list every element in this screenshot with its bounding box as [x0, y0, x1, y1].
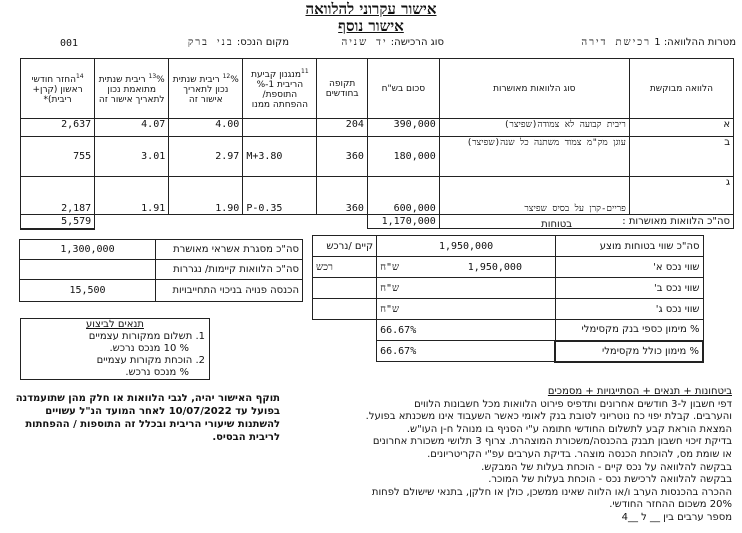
collateral-amount: 1,950,000 [467, 261, 522, 273]
collateral-value: 66.67% [377, 341, 556, 362]
collateral-label: סה"כ שווי בטוחות מוצע [555, 236, 703, 257]
credit-label: הכנסה פנויה בניכוי התחייבויות [156, 280, 303, 302]
loan-row-index [243, 119, 317, 137]
loan-row-eff-rate: 3.01 [95, 137, 169, 177]
collateral-row [313, 341, 704, 362]
loan-row-type: עוגן מק"מ צמוד משתנה כל שנה(שפיצר) [439, 137, 629, 177]
loan-row-letter: א [629, 119, 733, 137]
execution-conditions-box [20, 318, 210, 380]
loan-row-period: 360 [317, 177, 367, 215]
execution-item-1b: % 10 מנכס נרכש. [109, 343, 189, 354]
credit-row [20, 240, 303, 260]
collateral-unit: ש"ח [380, 282, 400, 294]
collateral-extra [313, 299, 377, 320]
col-fixed-rate [169, 59, 243, 119]
property-location-value: בני ברק [187, 37, 234, 48]
col-monthly [21, 59, 95, 119]
loan-row-index: P-0.35 [243, 177, 317, 215]
loan-row-monthly: 755 [21, 137, 95, 177]
purchase-type-label: סוג הרכישה: [390, 37, 444, 48]
collateral-title: בטוחות [541, 219, 572, 230]
col-eff-rate [95, 59, 169, 119]
execution-item-1: 1. תשלום ממקורות עצמיים [88, 331, 205, 342]
conditions-title: ביטחונות + תנאים + הסתייגויות + מסמכים [547, 386, 732, 397]
loan-row-period: 204 [317, 119, 367, 137]
collateral-table [312, 235, 704, 363]
col-type: סוג הלוואות מאושרות [439, 59, 629, 119]
loans-table-header [21, 59, 734, 119]
credit-row [20, 280, 303, 302]
collateral-label: שווי נכס ג' [555, 299, 703, 320]
collateral-row [313, 236, 704, 257]
col-requested: הלוואה מבוקשת [629, 59, 733, 119]
conditions-block [302, 386, 732, 525]
col-index-label: מנגנון קביעת הריבית 1-% התוספת/ ההפחתה ממנו [251, 70, 308, 110]
col-fixed-rate-sup: 12 [222, 73, 231, 80]
conditions-line: או שומת מס, להוכחת הכנסה מוצהר. בדיקת הערבים עפ"י הקריטריונים. [427, 448, 732, 460]
collateral-value [377, 299, 556, 320]
loan-row-c [21, 177, 734, 215]
col-eff-rate-label: % ריבית שנתית מתואמת נכון לתאריך אישור זה [98, 75, 165, 105]
loan-purpose-num: 1 [654, 37, 661, 48]
collateral-extra: רכש [313, 257, 377, 278]
collateral-label: % מימון כולל מקסימלי [555, 341, 703, 362]
loan-row-fixed-rate: 4.00 [169, 119, 243, 137]
credit-label: סה"כ מסגרת אשראי מאושרת [156, 240, 303, 260]
credit-value: 1,300,000 [20, 240, 156, 260]
loan-row-amount: 180,000 [367, 137, 439, 177]
col-period: תקופה בחודשים [317, 59, 367, 119]
conditions-line: 20% משכום ההחזר החודשי. [609, 499, 732, 511]
loan-row-fixed-rate: 2.97 [169, 137, 243, 177]
loan-row-letter: ב [629, 137, 733, 177]
loan-row-b [21, 137, 734, 177]
loans-total-amount: 1,170,000 [367, 215, 439, 229]
validity-note: תוקף האישור יהיה, לגבי הלוואות או חלק מהן שתועמדנה בפועל עד 10/07/2022 לאחר המועד הנ"ל עשויים להשתנות שיעורי הריבית ובכלל זה התוספות / ההפחתות לריבית הבסיס. [15, 393, 280, 443]
execution-item-2: 2. הוכחת מקורות עצמיים [96, 355, 205, 366]
col-index [243, 59, 317, 119]
loan-row-a [21, 119, 734, 137]
loans-total-row [21, 215, 734, 229]
conditions-line: בדיקת זיכוי חשבון תבנק בהכנסה/משכורת המוצהרת. צרוף 3 תלושי משכורת אחרונים [372, 436, 732, 448]
credit-row [20, 260, 303, 280]
branch-code: 001 [60, 38, 79, 49]
credit-label: סה"כ הלוואות קיימות/ נגררות [156, 260, 303, 280]
loan-purpose-value: רכישת דירה [581, 37, 652, 48]
loan-row-monthly: 2,187 [21, 177, 95, 215]
collateral-row [313, 299, 704, 320]
loans-total-monthly: 5,579 [21, 215, 95, 229]
col-eff-rate-sup: 13 [148, 73, 157, 80]
collateral-label: % מימון כספי בנק מקסימלי [555, 320, 703, 341]
purchase-type-value: יד שניה [341, 37, 388, 48]
collateral-value [377, 278, 556, 299]
loan-row-amount: 600,000 [367, 177, 439, 215]
loan-row-eff-rate: 4.07 [95, 119, 169, 137]
loan-row-type: ריבית קבועה לא צמודה(שפיצר) [439, 119, 629, 137]
loans-table [20, 58, 734, 230]
col-amount: סכום בש"ח [367, 59, 439, 119]
conditions-line: דפי חשבון ל-3 חודשים אחרונים ותדפיס פירוט הלוואות מכל חשבונות הלווים [414, 398, 732, 410]
collateral-row [313, 278, 704, 299]
credit-value: 15,500 [20, 280, 156, 302]
loan-row-index: M+3.80 [243, 137, 317, 177]
conditions-line: ההכרה בהכנסות הערב ו/או הלווה שאינו ממשכן, כולן או חלקן, בתנאי שישולם לפחות [371, 486, 732, 498]
collateral-value [377, 257, 556, 278]
credit-value [20, 260, 156, 280]
collateral-unit: ש"ח [380, 303, 400, 315]
document-title: אישור עקרוני להלוואה [305, 0, 437, 18]
loan-purpose [581, 37, 736, 48]
execution-item-2b: % מנכס נרכש. [125, 367, 189, 378]
loans-total-label: סה"כ הלוואות מאושרות : [439, 215, 733, 229]
collateral-row [313, 257, 704, 278]
conditions-line: המצאת הוראת קבע לתשלום החודשי חתומה ע"י הסניף בו מנוהל ח-ן העו"ש. [406, 423, 732, 435]
collateral-unit: ש"ח [380, 261, 400, 273]
loan-row-type: פריים-קרן על בסיס שפיצר [439, 177, 629, 215]
col-fixed-rate-label: % ריבית שנתית נכון לתאריך אישור זה [172, 75, 239, 105]
property-location [188, 37, 289, 48]
collateral-extra [313, 278, 377, 299]
property-location-label: מקום הנכס: [236, 37, 289, 48]
collateral-label: שווי נכס א' [555, 257, 703, 278]
document-subtitle: אישור נוסף [338, 17, 404, 35]
credit-table [19, 239, 303, 302]
conditions-line: בבקשה להלוואה לרכישת נכס - הוכחת בעלות של המוכר. [488, 474, 732, 486]
purchase-type [341, 37, 444, 48]
loan-row-period: 360 [317, 137, 367, 177]
execution-title: תנאים לביצוע [86, 319, 144, 330]
col-monthly-sup: 14 [75, 73, 84, 80]
collateral-value: 1,950,000 [377, 236, 556, 257]
collateral-row [313, 320, 704, 341]
loan-row-fixed-rate: 1.90 [169, 177, 243, 215]
loan-row-letter: ג [629, 177, 733, 215]
col-index-sup: 11 [301, 68, 309, 75]
loan-row-amount: 390,000 [367, 119, 439, 137]
collateral-extra: קיים /נרכש [313, 236, 377, 257]
col-monthly-label: החזר חודשי ראשון (קרן+ ריבית)* [31, 75, 83, 105]
conditions-line: בבקשה להלוואה על נכס קיים - הוכחת בעלות של המבקש. [481, 461, 732, 473]
loan-purpose-label: מטרות ההלוואה: [663, 37, 736, 48]
conditions-line: מספר ערבים בין __ ל __4 [621, 511, 732, 523]
loan-row-eff-rate: 1.91 [95, 177, 169, 215]
loan-row-monthly: 2,637 [21, 119, 95, 137]
conditions-line: והערבים. קבלת יפוי כח נוטריוני לטובת בנק לאומי כאשר השעבוד אינו משכנתא בפועל. [365, 411, 732, 423]
collateral-label: שווי נכס ב' [555, 278, 703, 299]
collateral-value: 66.67% [377, 320, 556, 341]
